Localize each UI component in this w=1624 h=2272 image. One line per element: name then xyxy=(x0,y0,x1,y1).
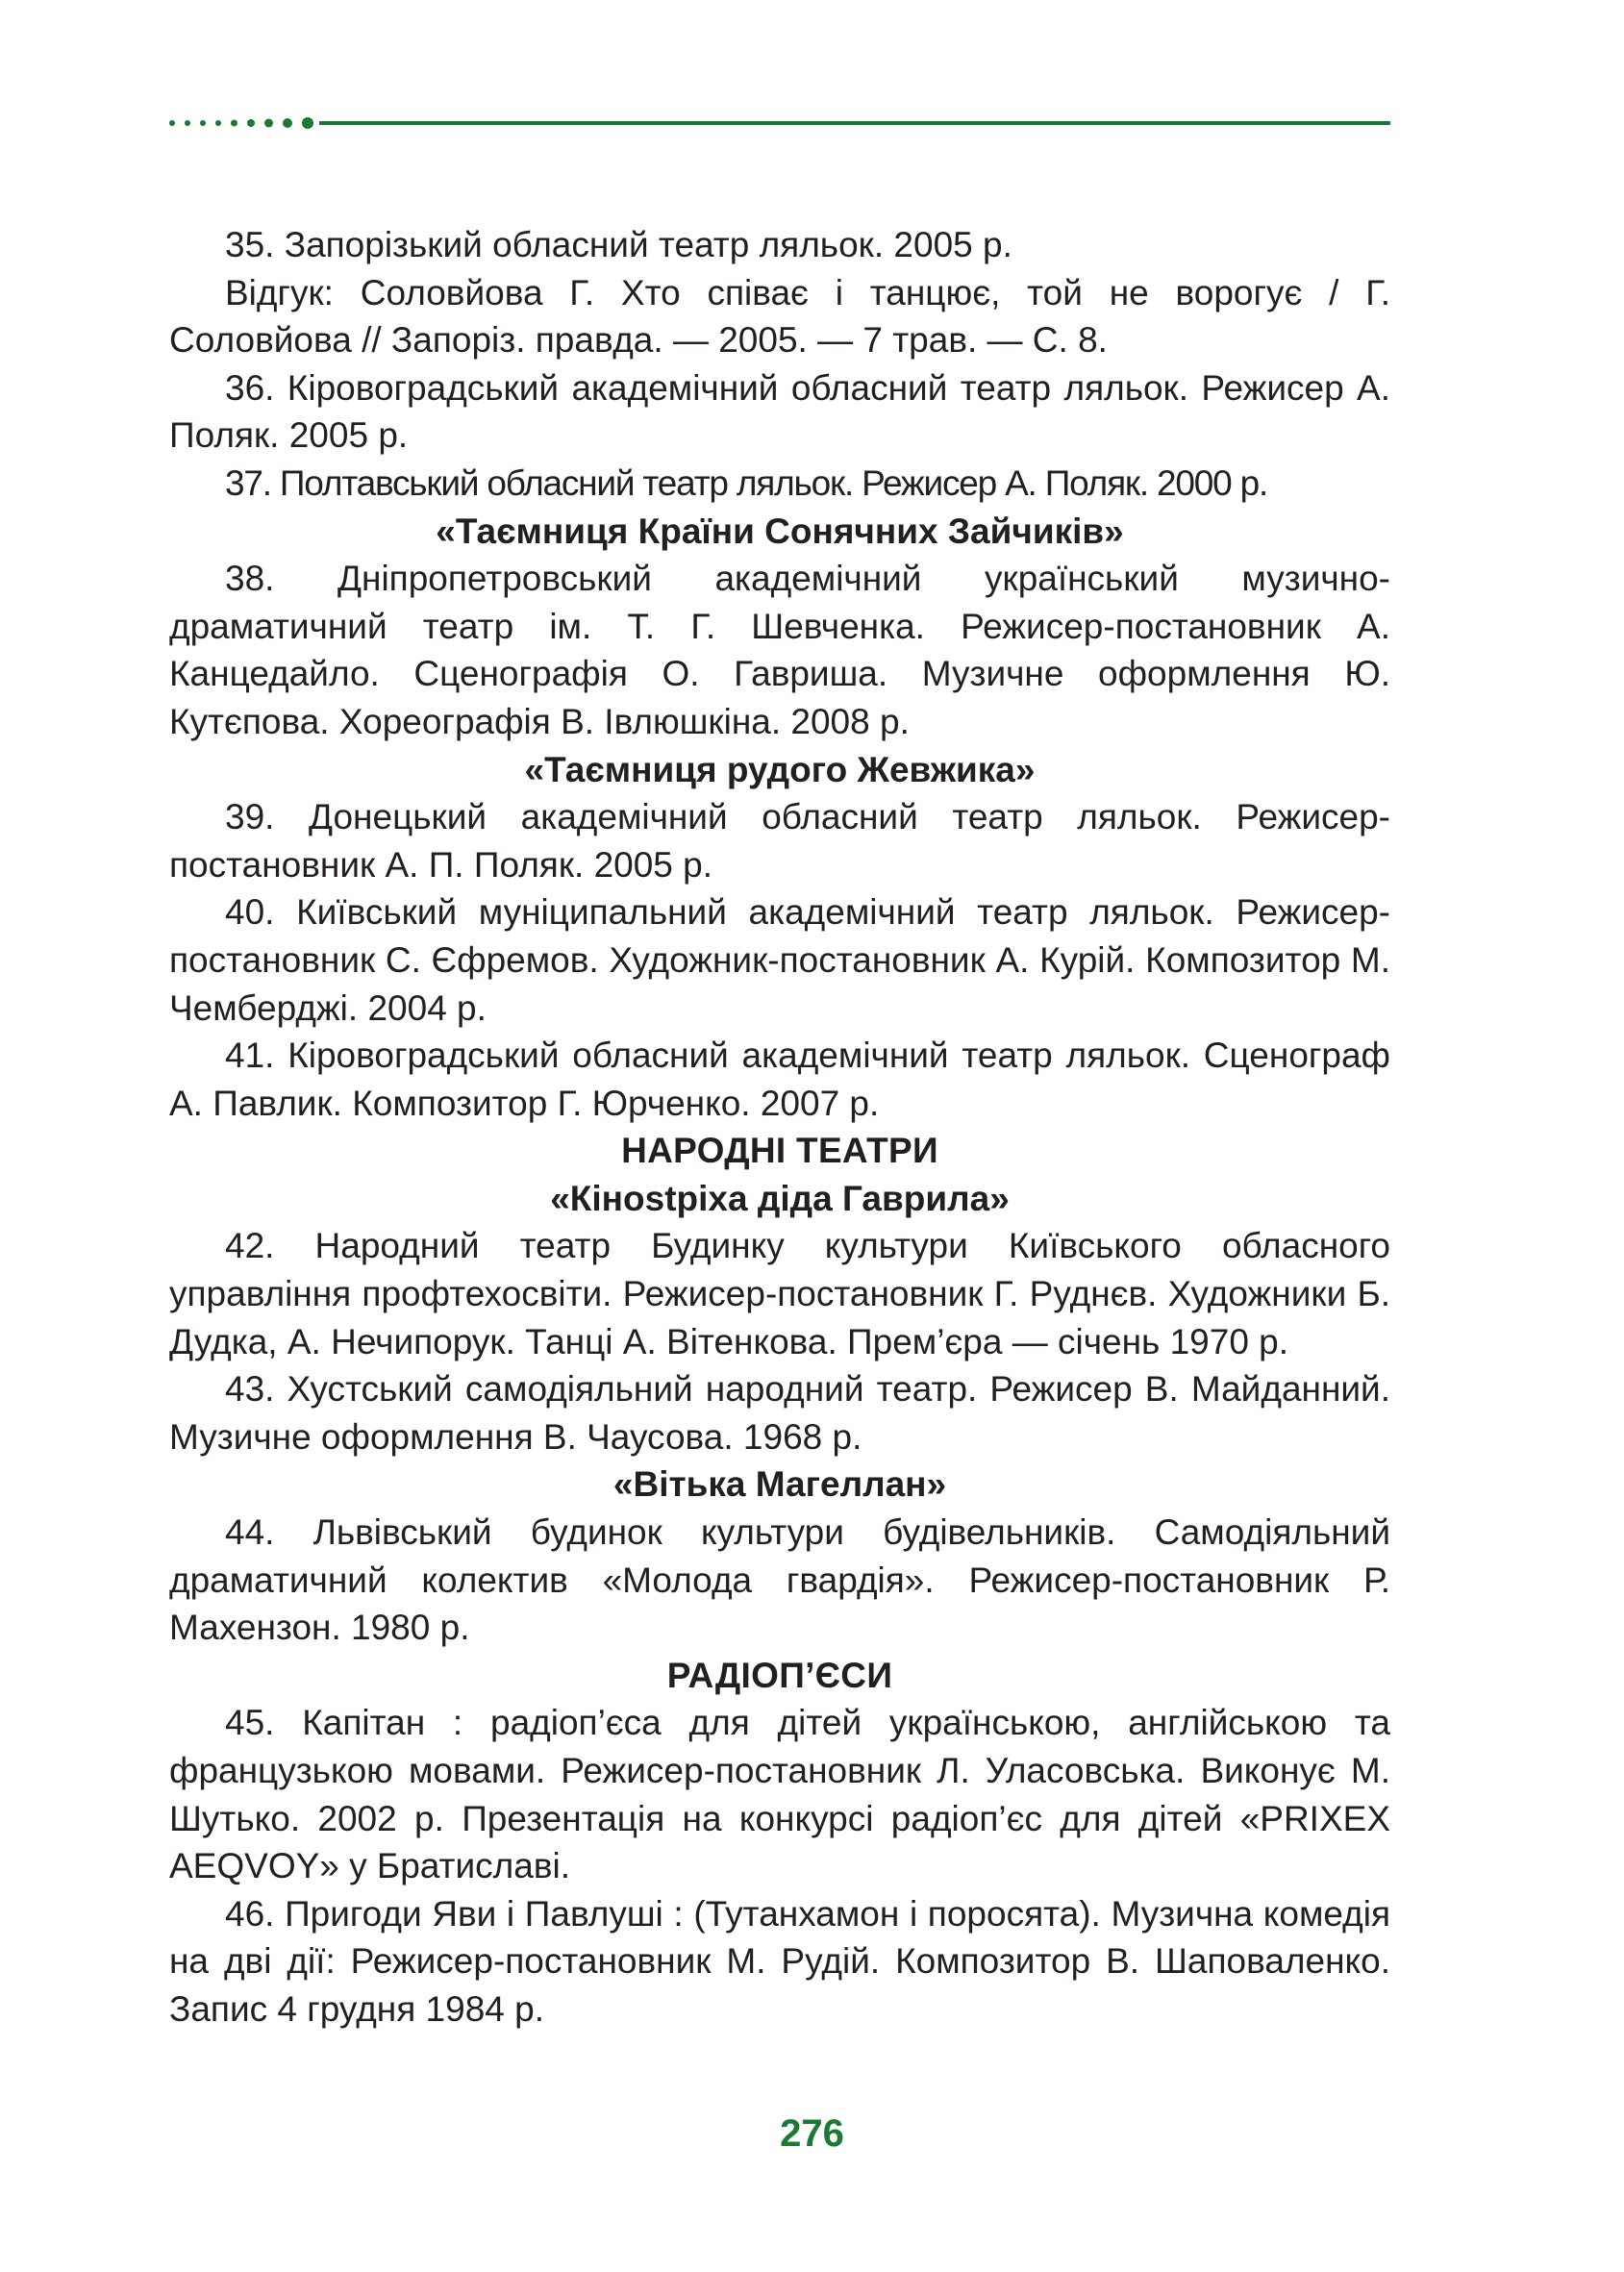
bibliography-entry: 38. Дніпропетровський академічний український музично-драматичний театр ім. Т. Г. Шевченка. Режисер-постановник А. Канцедайло. Сценографія О. Гавриша. Музичне оформлення Ю. Кутєпова. Хореографія В. Івлюшкіна. 2008 р. xyxy=(169,559,1390,741)
bibliography-entry: 40. Київський муніципальний академічний театр ляльок. Режисер-постановник С. Єфремов. Художник-постановник А. Курій. Композитор М. Чемберджі. 2004 р. xyxy=(169,892,1390,1028)
bibliography-entry: 41. Кіровоградський обласний академічний театр ляльок. Сценограф А. Павлик. Композитор Г. Юрченко. 2007 р. xyxy=(169,1036,1390,1123)
page-body xyxy=(169,221,1390,2034)
bibliography-entry: 35. Запорізький обласний театр ляльок. 2005 р. xyxy=(225,225,1012,264)
section-heading: РАДІОП’ЄСИ xyxy=(666,1655,893,1695)
bibliography-entry: 37. Полтавський обласний театр ляльок. Режисер А. Поляк. 2000 р. xyxy=(225,462,1268,503)
dotted-line-rule-icon xyxy=(169,115,1390,131)
bibliography-entry: 39. Донецький академічний обласний театр ляльок. Режисер-постановник А. П. Поляк. 2005 р. xyxy=(169,797,1390,885)
section-heading: НАРОДНІ ТЕАТРИ xyxy=(621,1131,938,1171)
work-title-heading: «Вітька Магеллан» xyxy=(612,1464,947,1505)
bibliography-entry: 46. Пригоди Яви і Павлуші : (Тутанхамон і поросята). Музична комедія на дві дії: Режисер-постановник М. Рудій. Композитор В. Шаповаленко. Запис 4 грудня 1984 р. xyxy=(169,1893,1390,2029)
bibliography-entry: 43. Хустський самодіяльний народний театр. Режисер В. Майданний. Музичне оформлення В. Чаусова. 1968 р. xyxy=(169,1369,1390,1457)
bibliography-entry: 42. Народний театр Будинку культури Київського обласного управління профтехосвіти. Режисер-постановник Г. Руднєв. Художники Б. Дудка, А. Нечипорук. Танці А. Вітенкова. Прем’єра — січень 1970 р. xyxy=(169,1226,1390,1361)
bibliography-entry: 44. Львівський будинок культури будівельників. Самодіяльний драматичний колектив «Молода гвардія». Режисер-постановник Р. Махензон. 1980 р. xyxy=(169,1512,1390,1648)
work-title-heading: «Таємниця Країни Сонячних Зайчиків» xyxy=(436,511,1124,551)
bibliography-entry: Відгук: Соловйова Г. Хто співає і танцює, той не ворогує / Г. Соловйова // Запоріз. правда. — 2005. — 7 трав. — С. 8. xyxy=(169,272,1390,361)
work-title-heading: «Кінostріха діда Гаврила» xyxy=(550,1178,1010,1218)
work-title-heading: «Таємниця рудого Жевжика» xyxy=(524,749,1036,789)
bibliography-entry: 45. Капітан : радіоп’єса для дітей українською, англійською та французькою мовами. Режисер-постановник Л. Уласовська. Виконує М. Шутько. 2002 р. Презентація на конкурсі радіоп’єс для дітей «PRIXEX AEQVOY» у Братиславі. xyxy=(169,1703,1390,1886)
page-number: 276 xyxy=(780,2112,844,2155)
bibliography-entry: 36. Кіровоградський академічний обласний театр ляльок. Режисер А. Поляк. 2005 р. xyxy=(169,367,1390,456)
